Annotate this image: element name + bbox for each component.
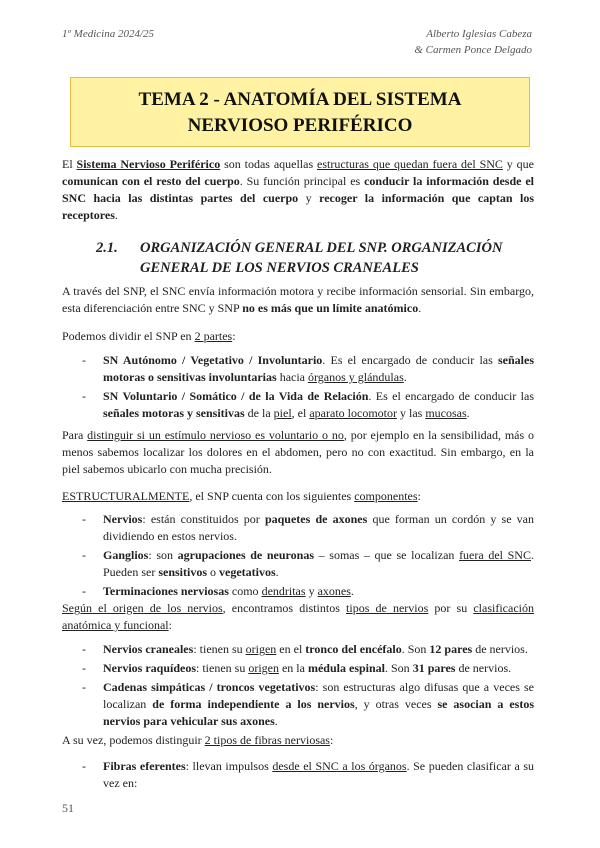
section-title-line-1: ORGANIZACIÓN GENERAL DEL SNP. ORGANIZACIÓN xyxy=(140,240,503,256)
author-line-1: Alberto Iglesias Cabeza xyxy=(426,28,532,40)
paragraph-nerve-origin: Según el origen de los nervios, encontramos distintos tipos de nervios por su clasificación anatómica y funcional: xyxy=(62,601,534,632)
paragraph-structural: ESTRUCTURALMENTE, el SNP cuenta con los siguientes componentes: xyxy=(62,489,421,503)
components-list xyxy=(62,511,534,602)
list-item: - Nervios raquídeos: tienen su origen en la médula espinal. Son 31 pares de nervios. xyxy=(62,660,534,677)
course-header xyxy=(62,26,154,42)
list-item: - SN Autónomo / Vegetativo / Involuntario. Es el encargado de conducir las señales motoras o sensitivas involuntarias hacia órganos y glándulas. xyxy=(62,352,534,386)
chapter-title-box xyxy=(70,77,530,147)
list-item: - Nervios: están constituidos por paquetes de axones que forman un cordón y se van dividiendo en estos nervios. xyxy=(62,511,534,545)
paragraph-snp-division: Podemos dividir el SNP en 2 partes: xyxy=(62,329,236,343)
paragraph-voluntary-stimulus: Para distinguir si un estímulo nervioso es voluntario o no, por ejemplo en la sensibilidad, más o menos sabemos localizar los dolores en el abdomen, pero no con exactitud. Sin embargo, en la piel sabemos ubicarlo con mucha precisión. xyxy=(62,428,535,476)
section-heading xyxy=(96,238,536,278)
authors-header xyxy=(414,26,532,58)
paragraph-fiber-types: A su vez, podemos distinguir 2 tipos de fibras nerviosas: xyxy=(62,733,334,747)
chapter-title-line-1: TEMA 2 - ANATOMÍA DEL SISTEMA xyxy=(138,89,462,110)
list-item: - Ganglios: son agrupaciones de neuronas – somas – que se localizan fuera del SNC. Pueden ser sensitivos o vegetativos. xyxy=(62,547,534,581)
paragraph-snp-function: A través del SNP, el SNC envía información motora y recibe información sensorial. Sin embargo, esta diferenciación entre SNC y SNP no es más que un límite anatómico. xyxy=(62,284,534,315)
course-label: 1º Medicina 2024/25 xyxy=(62,28,155,40)
list-item: - Nervios craneales: tienen su origen en el tronco del encéfalo. Son 12 pares de nervios. xyxy=(62,641,534,658)
fiber-types-list xyxy=(62,758,534,794)
list-item: - SN Voluntario / Somático / de la Vida de Relación. Es el encargado de conducir las señales motoras y sensitivas de la piel, el aparato locomotor y las mucosas. xyxy=(62,388,534,422)
section-number: 2.1. xyxy=(96,240,118,256)
section-title-line-2: GENERAL DE LOS NERVIOS CRANEALES xyxy=(140,260,419,276)
term-snp: Sistema Nervioso Periférico xyxy=(76,157,221,171)
author-line-2: & Carmen Ponce Delgado xyxy=(414,44,532,56)
page-number: 51 xyxy=(62,801,74,815)
chapter-title-line-2: NERVIOSO PERIFÉRICO xyxy=(187,115,413,136)
list-item: - Cadenas simpáticas / troncos vegetativos: son estructuras algo difusas que a veces se localizan de forma independiente a los nervios, y otras veces se asocian a estos nervios para vehicular sus axones. xyxy=(62,679,534,730)
nerve-types-list xyxy=(62,641,534,732)
division-list xyxy=(62,352,534,424)
list-item: - Terminaciones nerviosas como dendritas y axones. xyxy=(62,583,534,600)
list-item: - Fibras eferentes: llevan impulsos desde el SNC a los órganos. Se pueden clasificar a su vez en: xyxy=(62,758,534,792)
intro-paragraph: El Sistema Nervioso Periférico son todas aquellas estructuras que quedan fuera del SNC y que comunican con el resto del cuerpo. Su función principal es conducir la información desde el SNC hacia las distintas partes del cuerpo y recoger la información que captan los receptores. xyxy=(62,157,535,222)
